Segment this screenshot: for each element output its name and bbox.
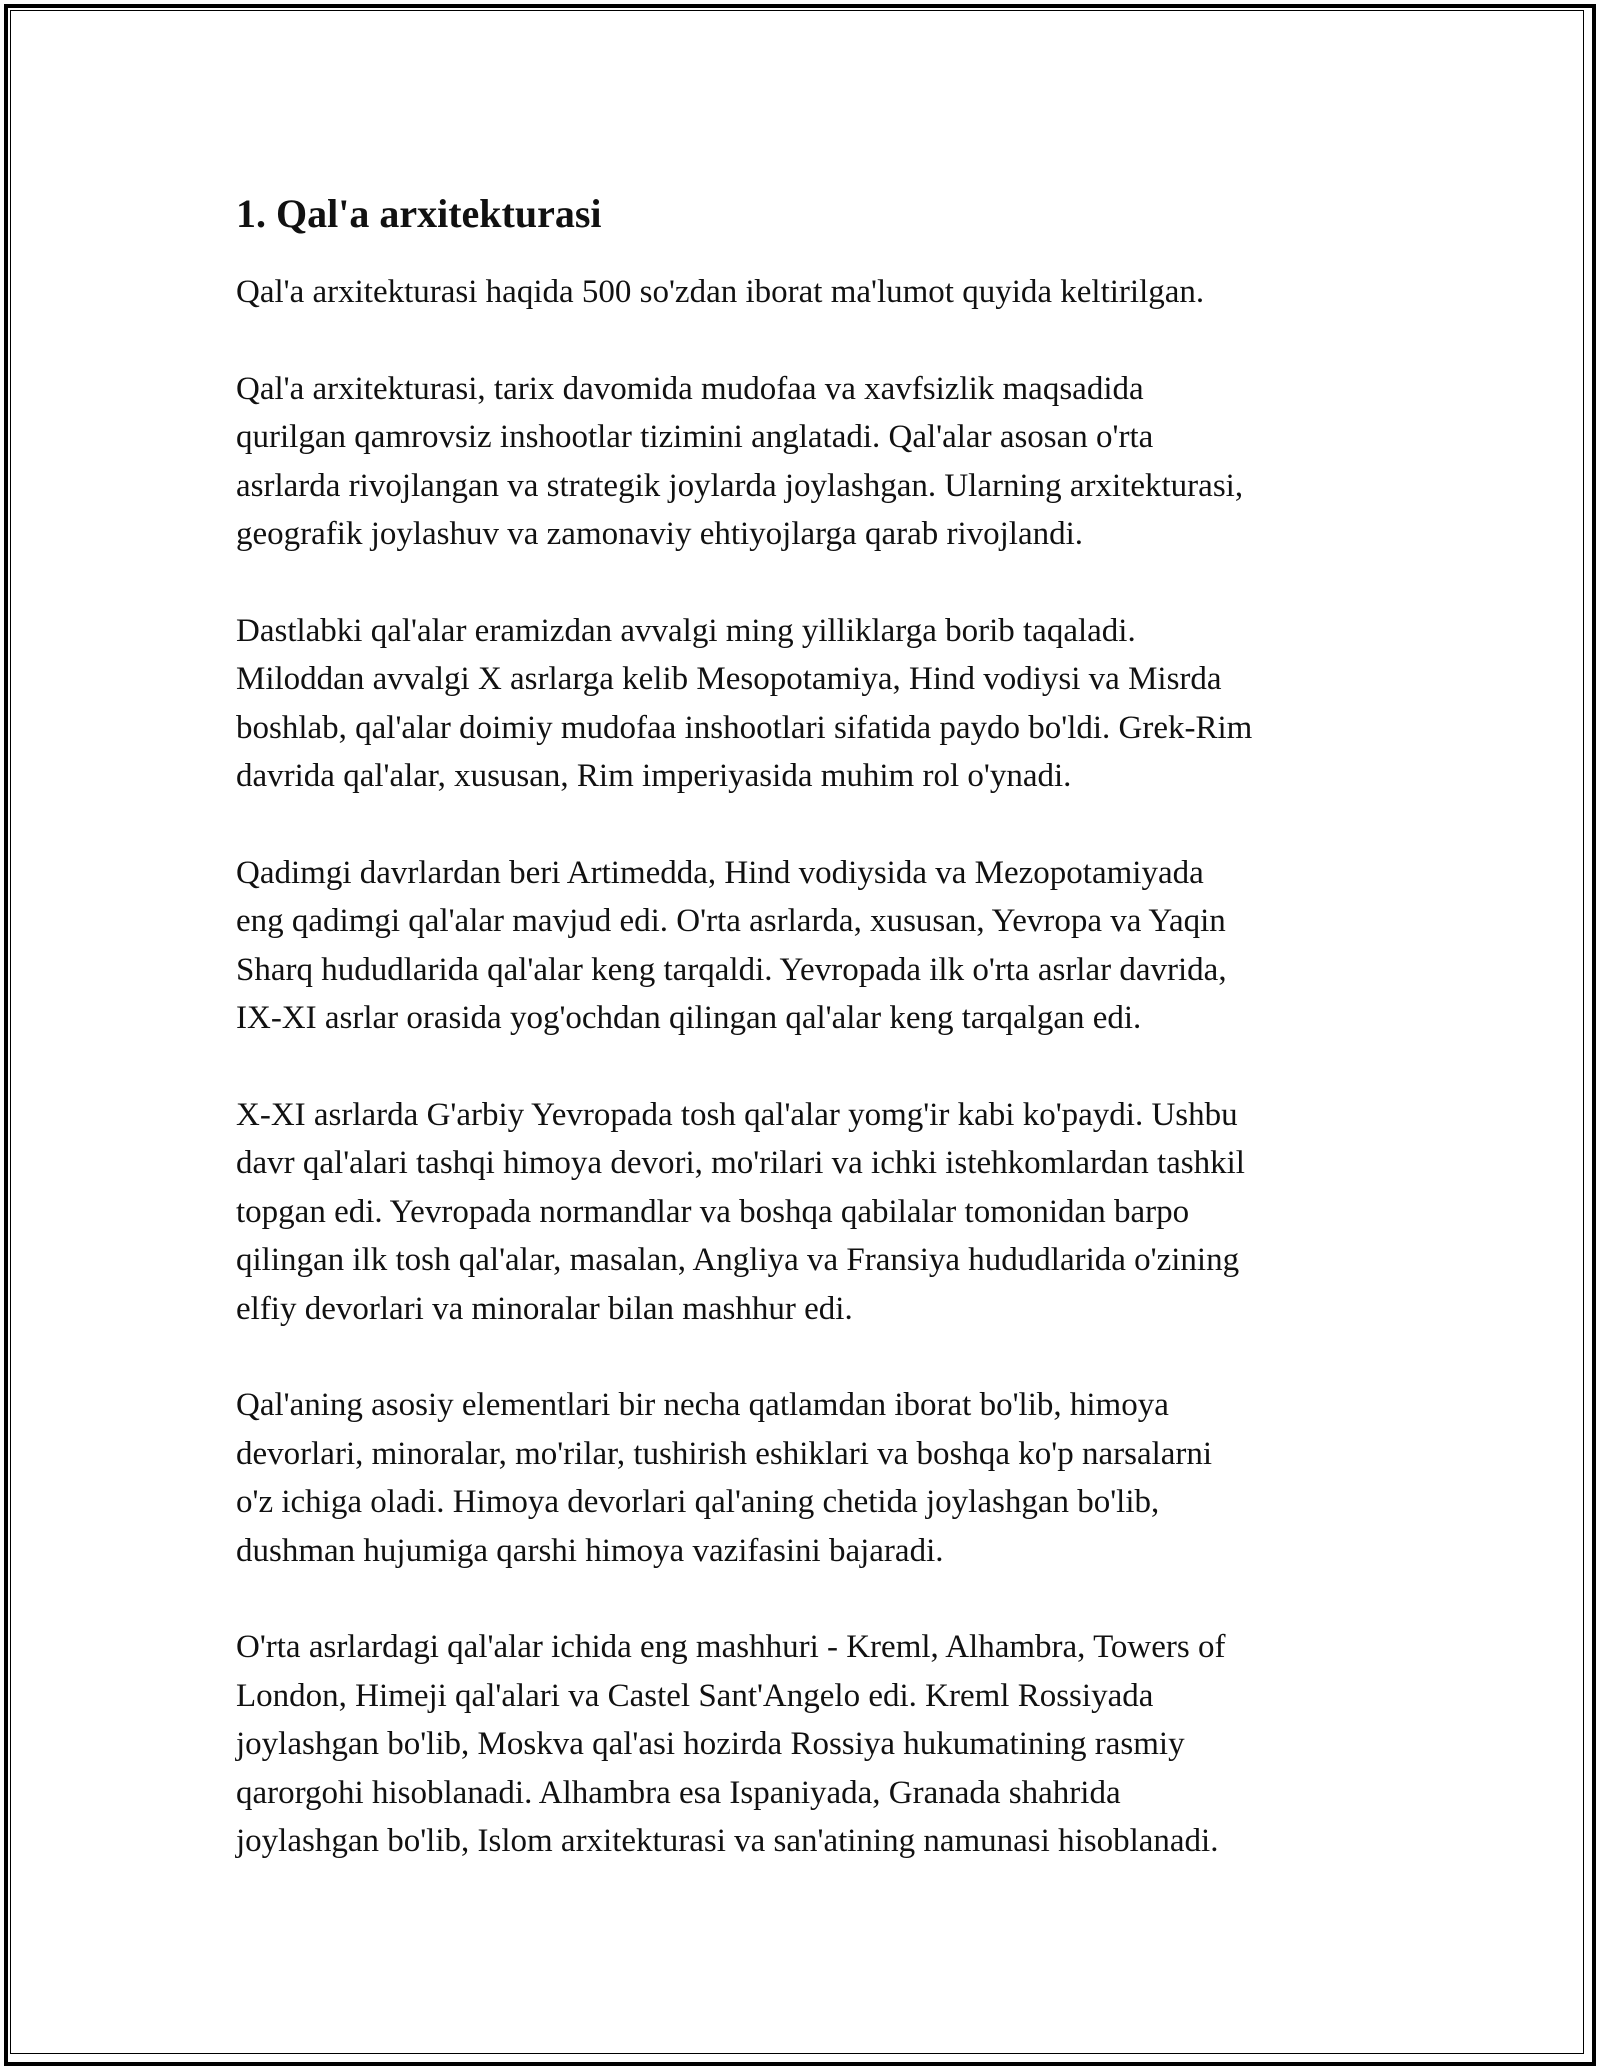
text-line: o'z ichiga oladi. Himoya devorlari qal'aning chetida joylashgan bo'lib,	[236, 1484, 1160, 1520]
document-title: 1. Qal'a arxitekturasi	[236, 191, 602, 236]
text-line: Dastlabki qal'alar eramizdan avvalgi ming yilliklarga borib taqaladi.	[236, 612, 1136, 649]
text-line: Qadimgi davrlardan beri Artimedda, Hind vodiysida va Mezopotamiyada	[236, 854, 1204, 891]
text-line: joylashgan bo'lib, Moskva qal'asi hozirda Rossiya hukumatining rasmiy	[236, 1726, 1185, 1762]
text-line: devorlari, minoralar, mo'rilar, tushirish eshiklari va boshqa ko'p narsalarni	[236, 1435, 1213, 1472]
document-body	[236, 188, 1386, 1914]
text-line: Qal'aning asosiy elementlari bir necha qatlamdan iborat bo'lib, himoya	[236, 1387, 1169, 1423]
text-line: asrlarda rivojlangan va strategik joylarda joylashgan. Ularning arxitekturasi,	[236, 467, 1244, 504]
text-line: davr qal'alari tashqi himoya devori, mo'rilari va ichki istehkomlardan tashkil	[236, 1145, 1245, 1181]
text-line: topgan edi. Yevropada normandlar va boshqa qabilalar tomonidan barpo	[236, 1193, 1190, 1230]
text-line: joylashgan bo'lib, Islom arxitekturasi va san'atining namunasi hisoblanadi.	[236, 1823, 1219, 1859]
text-line: Qal'a arxitekturasi, tarix davomida mudofaa va xavfsizlik maqsadida	[236, 370, 1144, 407]
text-line: boshlab, qal'alar doimiy mudofaa inshootlari sifatida paydo bo'ldi. Grek-Rim	[236, 709, 1253, 746]
text-line: London, Himeji qal'alari va Castel Sant'Angelo edi. Kreml Rossiyada	[236, 1677, 1154, 1714]
text-line: davrida qal'alar, xususan, Rim imperiyasida muhim rol o'ynadi.	[236, 758, 1072, 794]
text-line: eng qadimgi qal'alar mavjud edi. O'rta asrlarda, xususan, Yevropa va Yaqin	[236, 903, 1226, 939]
text-line: elfiy devorlari va minoralar bilan mashhur edi.	[236, 1290, 853, 1327]
text-line: qurilgan qamrovsiz inshootlar tizimini anglatadi. Qal'alar asosan o'rta	[236, 419, 1154, 455]
text-line: O'rta asrlardagi qal'alar ichida eng mashhuri - Kreml, Alhambra, Towers of	[236, 1629, 1226, 1665]
paragraph-ancient-times	[236, 849, 1386, 1043]
text-line: X-XI asrlarda G'arbiy Yevropada tosh qal'alar yomg'ir kabi ko'paydi. Ushbu	[236, 1096, 1238, 1133]
paragraph-elements	[236, 1381, 1386, 1575]
text-line: Miloddan avvalgi X asrlarga kelib Mesopotamiya, Hind vodiysi va Misrda	[236, 661, 1222, 697]
paragraph-intro	[236, 268, 1386, 317]
text-line: dushman hujumiga qarshi himoya vazifasini bajaradi.	[236, 1532, 944, 1569]
paragraph-early-history	[236, 607, 1386, 801]
text-line: Qal'a arxitekturasi haqida 500 so'zdan iborat ma'lumot quyida keltirilgan.	[236, 274, 1205, 310]
text-line: geografik joylashuv va zamonaviy ehtiyojlarga qarab rivojlandi.	[236, 516, 1084, 552]
text-line: qilingan ilk tosh qal'alar, masalan, Angliya va Fransiya hududlarida o'zining	[236, 1242, 1240, 1278]
paragraph-definition	[236, 365, 1386, 559]
paragraph-stone-castles	[236, 1091, 1386, 1334]
paragraph-famous-castles	[236, 1623, 1386, 1866]
text-line: Sharq hududlarida qal'alar keng tarqaldi. Yevropada ilk o'rta asrlar davrida,	[236, 951, 1227, 988]
text-line: IX-XI asrlar orasida yog'ochdan qilingan qal'alar keng tarqalgan edi.	[236, 1000, 1142, 1036]
text-line: qarorgohi hisoblanadi. Alhambra esa Ispaniyada, Granada shahrida	[236, 1774, 1121, 1811]
